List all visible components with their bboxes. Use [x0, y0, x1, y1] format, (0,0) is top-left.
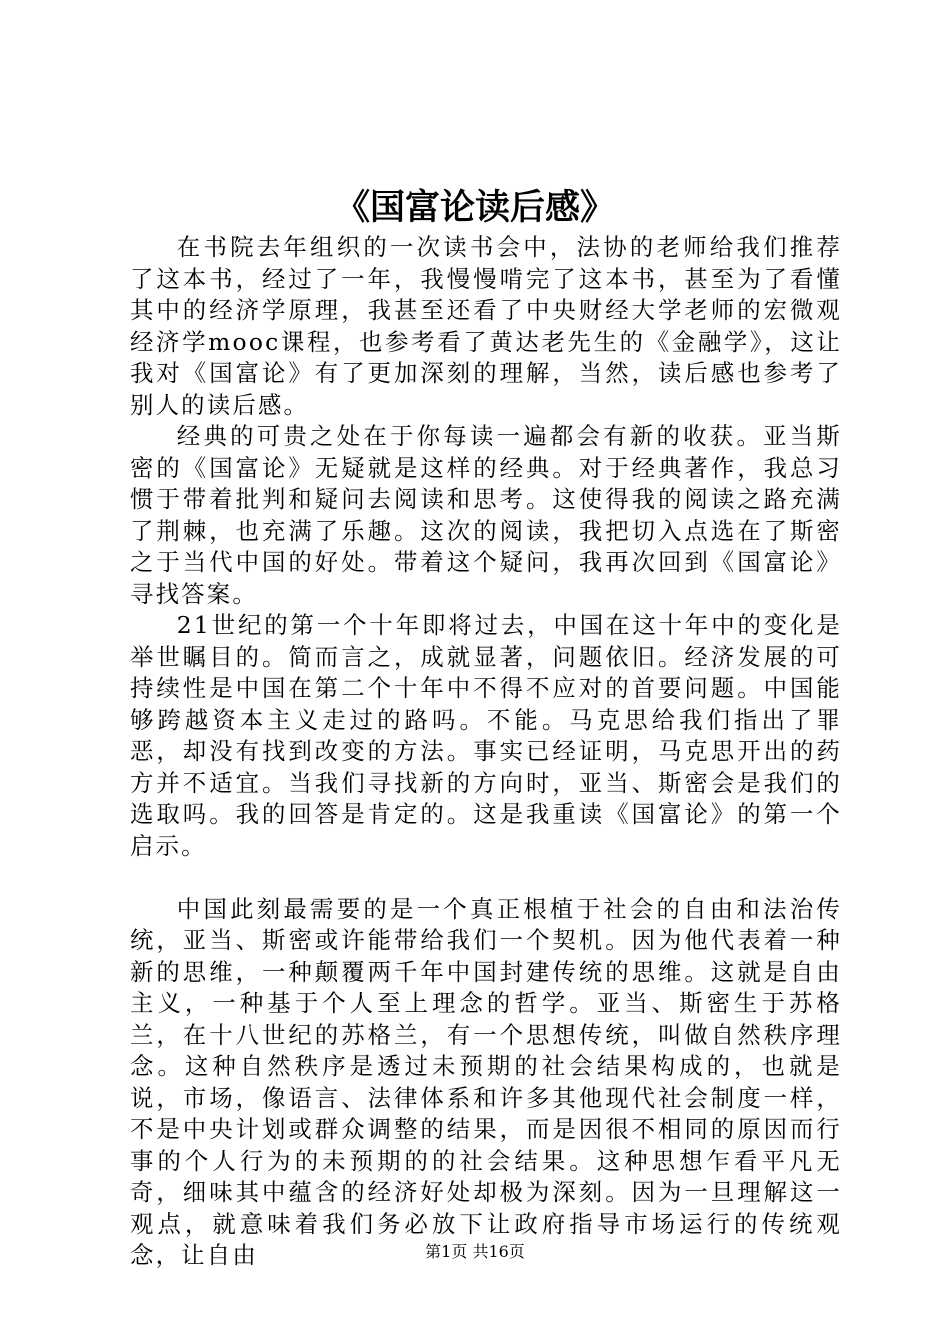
- paragraph-2: 经典的可贵之处在于你每读一遍都会有新的收获。亚当斯密的《国富论》无疑就是这样的经典。对于经典著作，我总习惯于带着批判和疑问去阅读和思考。这使得我的阅读之路充满了荆棘，也充满了乐趣。这次的阅读，我把切入点选在了斯密之于当代中国的好处。带着这个疑问，我再次回到《国富论》寻找答案。: [130, 422, 842, 608]
- document-title: 《国富论读后感》: [334, 187, 615, 228]
- paragraph-4: 中国此刻最需要的是一个真正根植于社会的自由和法治传统，亚当、斯密或许能带给我们一个契机。因为他代表着一种新的思维，一种颠覆两千年中国封建传统的思维。这就是自由主义，一种基于个人至上理念的哲学。亚当、斯密生于苏格兰，在十八世纪的苏格兰，有一个思想传统，叫做自然秩序理念。这种自然秩序是透过未预期的社会结果构成的，也就是说，市场，像语言、法律体系和许多其他现代社会制度一样，不是中央计划或群众调整的结果，而是因很不相同的原因而行事的个人行为的未预期的的社会结果。这种思想乍看平凡无奇，细味其中蕴含的经济好处却极为深刻。因为一旦理解这一观点，就意味着我们务必放下让政府指导市场运行的传统观念，让自由: [130, 894, 842, 1269]
- paragraph-3: 21世纪的第一个十年即将过去，中国在这十年中的变化是举世瞩目的。简而言之，成就显著，问题依旧。经济发展的可持续性是中国在第二个十年中不得不应对的首要问题。中国能够跨越资本主义走过的路吗。不能。马克思给我们指出了罪恶，却没有找到改变的方法。事实已经证明，马克思开出的药方并不适宜。当我们寻找新的方向时，亚当、斯密会是我们的选取吗。我的回答是肯定的。这是我重读《国富论》的第一个启示。: [130, 611, 842, 860]
- paragraph-1: 在书院去年组织的一次读书会中，法协的老师给我们推荐了这本书，经过了一年，我慢慢啃完了这本书，甚至为了看懂其中的经济学原理，我甚至还看了中央财经大学老师的宏微观经济学mooc课程，也参考看了黄达老先生的《金融学》，这让我对《国富论》有了更加深刻的理解，当然，读后感也参考了别人的读后感。: [130, 233, 842, 419]
- document-body: [130, 232, 842, 1272]
- page-number-footer: 第1页 共16页: [425, 1242, 525, 1261]
